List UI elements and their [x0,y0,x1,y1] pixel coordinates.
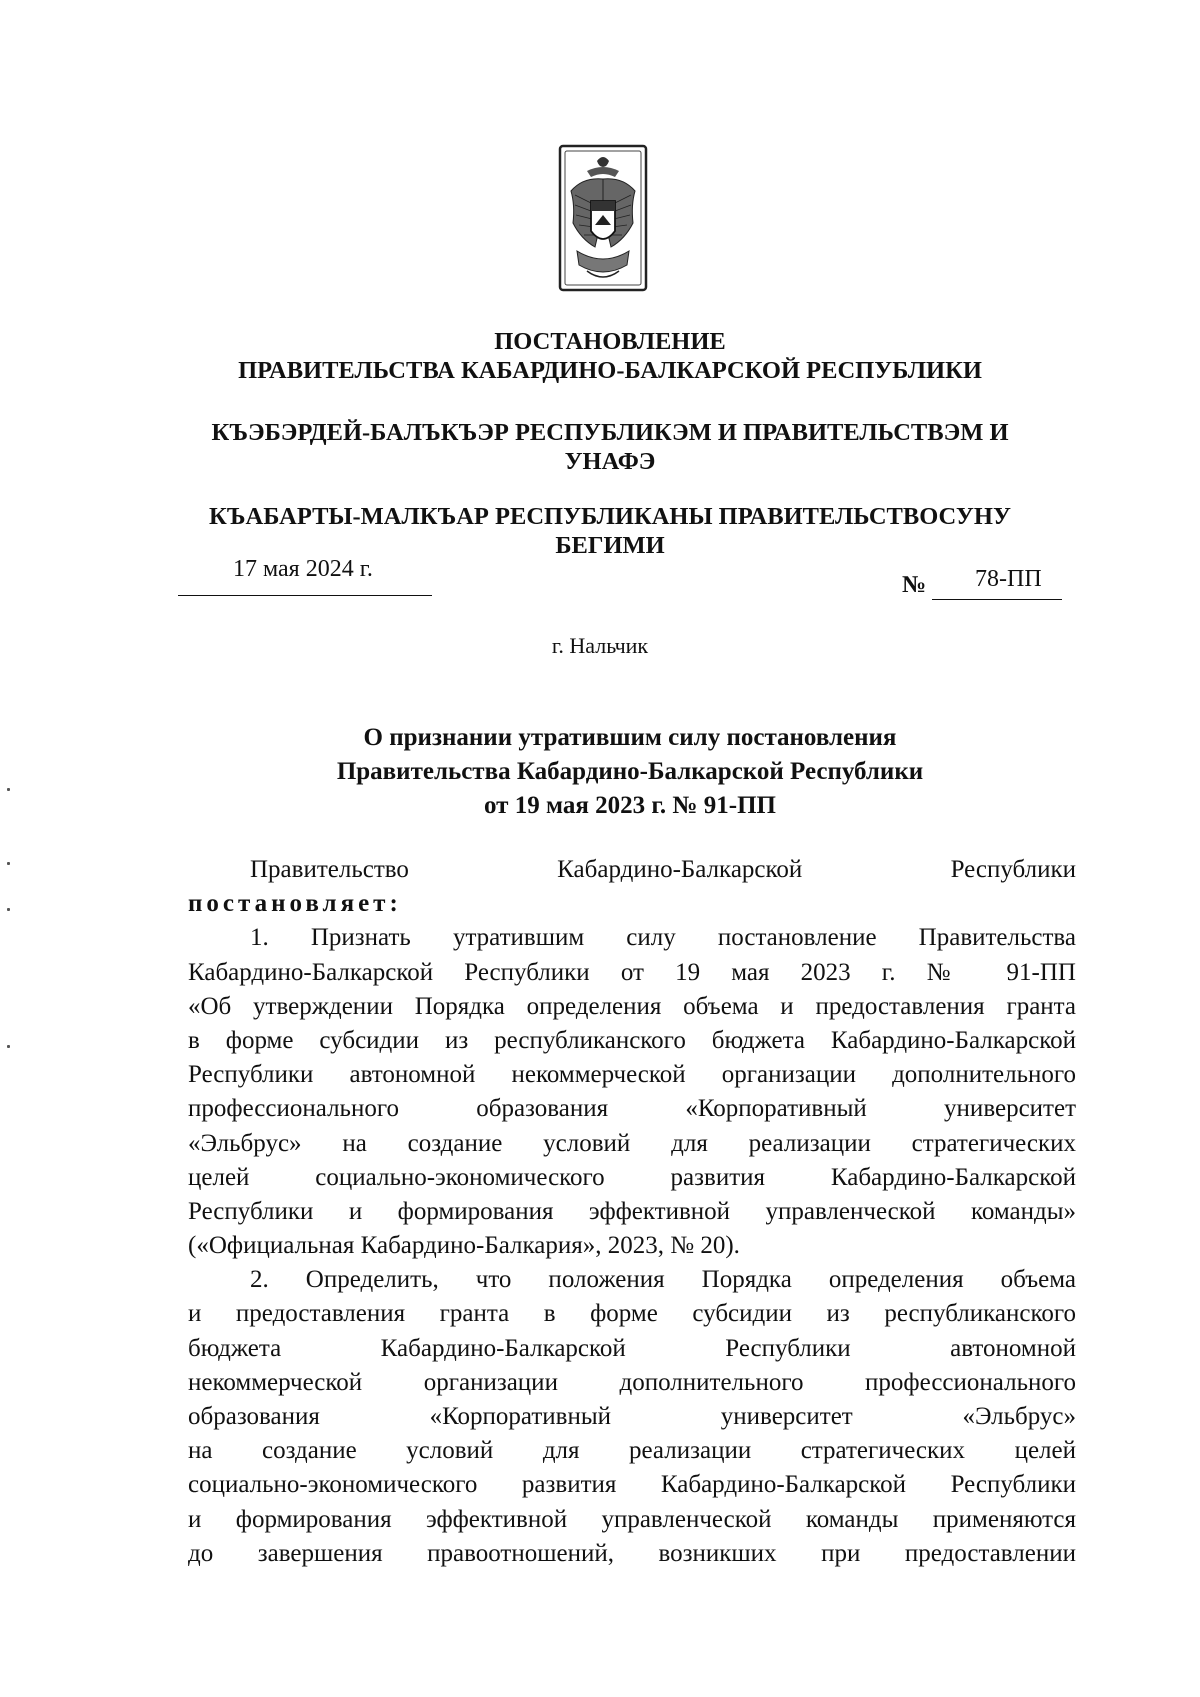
para1-line: Кабардино-Балкарской Республики от 19 мая 2023 г. № 91-ПП [188,958,1076,986]
para2-line: на создание условий для реализации стратегических целей [188,1437,1076,1465]
date-underline [178,595,432,596]
paragraph-2 [188,1263,1076,1571]
title-line3: от 19 мая 2023 г. № 91-ПП [484,792,776,819]
scan-speck [7,862,10,865]
scan-margin-marks [0,0,30,1697]
para1-line: 1. Признать утратившим силу постановление Правительства [250,924,1076,952]
header-kab-line1: КЪЭБЭРДЕЙ-БАЛЪКЪЭР РЕСПУБЛИКЭМ И ПРАВИТЕЛЬСТВЭМ И [211,419,1009,446]
para2-line: образования «Корпоративный университет «Эльбрус» [188,1403,1076,1430]
para2-line: до завершения правоотношений, возникших при предоставлении [188,1539,1076,1567]
para1-line: Республики автономной некоммерческой организации дополнительного [188,1061,1076,1089]
para2-line: некоммерческой организации дополнительного профессионального [188,1368,1076,1396]
number-underline [932,599,1062,600]
number-sign: № [902,572,927,598]
header-kabardian [180,418,1040,476]
document-title [180,721,1080,823]
scan-speck [7,788,10,791]
header-ru-line2: ПРАВИТЕЛЬСТВА КАБАРДИНО-БАЛКАРСКОЙ РЕСПУБЛИКИ [238,357,982,384]
scan-speck [7,908,10,911]
para2-line: социально-экономического развития Кабардино-Балкарской Республики [188,1471,1076,1499]
para1-line: в форме субсидии из республиканского бюджета Кабардино-Балкарской [188,1026,1076,1054]
para2-line: и предоставления гранта в форме субсидии из республиканского [188,1300,1076,1328]
para2-line: 2. Определить, что положения Порядка определения объема [250,1266,1076,1294]
para1-line: Республики и формирования эффективной управленческой команды» [188,1197,1076,1225]
header-kab-line2: УНАФЭ [564,448,656,475]
para2-line: бюджета Кабардино-Балкарской Республики автономной [188,1334,1076,1362]
header-balkar [180,502,1040,560]
para1-line: целей социально-экономического развития Кабардино-Балкарской [188,1163,1076,1191]
para1-line: («Официальная Кабардино-Балкария», 2023, № 20). [188,1232,740,1260]
decides-word: постановляет: [188,890,402,918]
header-russian [180,327,1040,385]
header-ru-line1: ПОСТАНОВЛЕНИЕ [494,328,726,355]
paragraph-1 [188,921,1076,1263]
document-body [188,853,1076,1571]
para1-line: «Эльбрус» на создание условий для реализации стратегических [188,1129,1076,1157]
para1-line: «Об утверждении Порядка определения объема и предоставления гранта [188,992,1076,1020]
intro-line: Правительство Кабардино-Балкарской Республики [250,856,1076,883]
title-line1: О признании утратившим силу постановления [363,724,897,751]
city: г. Нальчик [551,633,649,658]
para2-line: и формирования эффективной управленческой команды применяются [188,1505,1076,1533]
header-bal-line2: БЕГИМИ [555,532,665,559]
document-number: 78-ПП [975,566,1042,592]
title-line2: Правительства Кабардино-Балкарской Республики [336,758,924,785]
document-date: 17 мая 2024 г. [233,556,373,582]
para1-line: профессионального образования «Корпоративный университет [188,1095,1076,1123]
coat-of-arms-emblem [557,143,649,293]
header-bal-line1: КЪАБАРТЫ-МАЛКЪАР РЕСПУБЛИКАНЫ ПРАВИТЕЛЬСТВОСУНУ [209,503,1011,530]
scan-speck [7,1045,10,1048]
